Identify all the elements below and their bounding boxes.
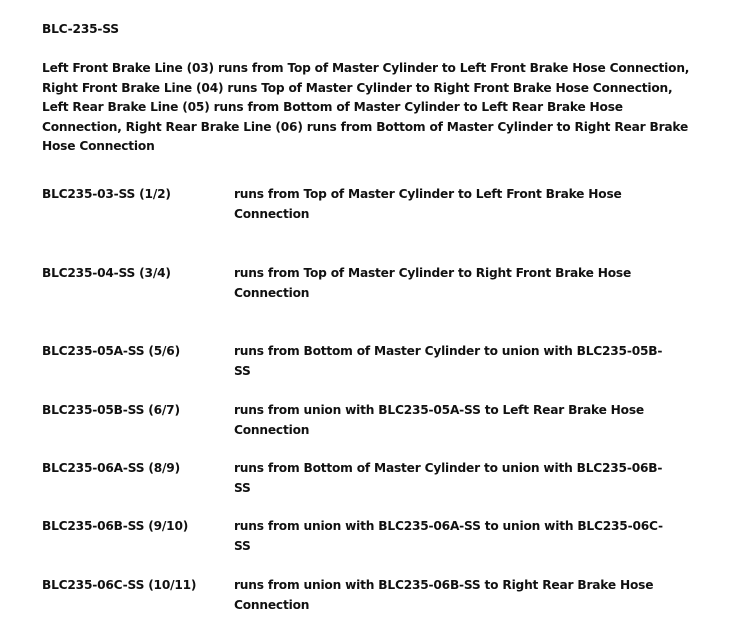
- part-code: BLC235-04-SS (3/4): [42, 266, 171, 280]
- part-code: BLC235-06B-SS (9/10): [42, 519, 189, 533]
- part-description: runs from Bottom of Master Cylinder to union with BLC235-05B-SS: [234, 344, 663, 378]
- part-row: [42, 459, 702, 499]
- part-row: [42, 401, 702, 441]
- part-code: BLC235-05B-SS (6/7): [42, 403, 180, 417]
- part-code: BLC235-06A-SS (8/9): [42, 461, 180, 475]
- intro-paragraph: Left Front Brake Line (03) runs from Top of Master Cylinder to Left Front Brake Hose Connection, Right Front Brake Line (04) runs Top of Master Cylinder to Right Front Brake Hose Connection, Left Rear Brake Line (05) runs from Bottom of Master Cylinder to Left Rear Brake Hose Connection, Right Rear Brake Line (06) runs from Bottom of Master Cylinder to Right Rear Brake Hose Connection: [42, 61, 690, 153]
- part-description: runs from Top of Master Cylinder to Right Front Brake Hose Connection: [234, 266, 632, 300]
- part-description: runs from union with BLC235-06B-SS to Right Rear Brake Hose Connection: [234, 578, 654, 612]
- part-code: BLC235-06C-SS (10/11): [42, 578, 197, 592]
- document-title: BLC-235-SS: [42, 22, 119, 36]
- part-description: runs from union with BLC235-06A-SS to union with BLC235-06C-SS: [234, 519, 663, 553]
- part-code: BLC235-03-SS (1/2): [42, 187, 171, 201]
- part-row: [42, 264, 702, 304]
- part-code: BLC235-05A-SS (5/6): [42, 344, 180, 358]
- part-row: [42, 517, 702, 557]
- part-description: runs from Top of Master Cylinder to Left Front Brake Hose Connection: [234, 187, 622, 221]
- part-description: runs from union with BLC235-05A-SS to Left Rear Brake Hose Connection: [234, 403, 644, 437]
- part-row: [42, 342, 702, 382]
- part-description: runs from Bottom of Master Cylinder to union with BLC235-06B-SS: [234, 461, 663, 495]
- part-row: [42, 576, 702, 616]
- part-row: [42, 185, 702, 225]
